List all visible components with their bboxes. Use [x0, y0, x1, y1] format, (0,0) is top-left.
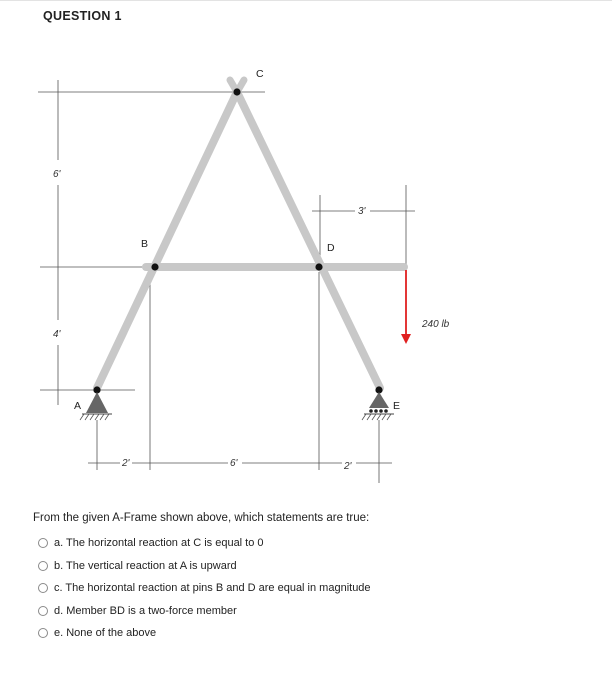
- option-a[interactable]: [38, 532, 371, 555]
- option-label: a. The horizontal reaction at C is equal to 0: [54, 537, 264, 550]
- radio-button[interactable]: [38, 628, 48, 638]
- radio-button[interactable]: [38, 583, 48, 593]
- support-a: [80, 392, 112, 420]
- option-c[interactable]: [38, 577, 371, 600]
- radio-button[interactable]: [38, 606, 48, 616]
- answer-options: [38, 532, 371, 645]
- dim-label-top-right: 3': [358, 206, 366, 217]
- option-d[interactable]: [38, 600, 371, 623]
- dim-label-bottom-3: 2': [344, 461, 352, 472]
- option-label: b. The vertical reaction at A is upward: [54, 559, 237, 572]
- option-label: d. Member BD is a two-force member: [54, 604, 237, 617]
- label-point-a: A: [74, 400, 82, 412]
- option-e[interactable]: [38, 622, 371, 645]
- dim-label-left-upper: 6': [53, 169, 61, 180]
- load-arrow-head: [401, 334, 411, 344]
- dim-label-bottom-2: 6': [230, 458, 238, 469]
- dim-label-left-lower: 4': [53, 329, 61, 340]
- member-ac: [97, 92, 237, 388]
- label-point-b: B: [141, 238, 149, 250]
- load-arrow: [401, 270, 411, 344]
- radio-button[interactable]: [38, 538, 48, 548]
- pins: [93, 88, 382, 393]
- support-e: [362, 392, 394, 420]
- member-ce: [237, 92, 380, 388]
- pin-c: [233, 88, 240, 95]
- pin-b: [151, 263, 158, 270]
- question-title: QUESTION 1: [43, 9, 122, 23]
- radio-button[interactable]: [38, 561, 48, 571]
- label-point-c: C: [256, 68, 264, 80]
- label-point-d: D: [327, 242, 335, 254]
- dimension-lines: [38, 80, 415, 483]
- option-b[interactable]: [38, 555, 371, 578]
- label-point-e: E: [393, 400, 401, 412]
- dim-label-bottom-1: 2': [122, 458, 130, 469]
- load-label: 240 lb: [422, 319, 450, 330]
- question-prompt: From the given A-Frame shown above, which statements are true:: [33, 512, 370, 524]
- option-label: e. None of the above: [54, 627, 157, 640]
- pin-d: [315, 263, 322, 270]
- option-label: c. The horizontal reaction at pins B and D are equal in magnitude: [54, 582, 371, 595]
